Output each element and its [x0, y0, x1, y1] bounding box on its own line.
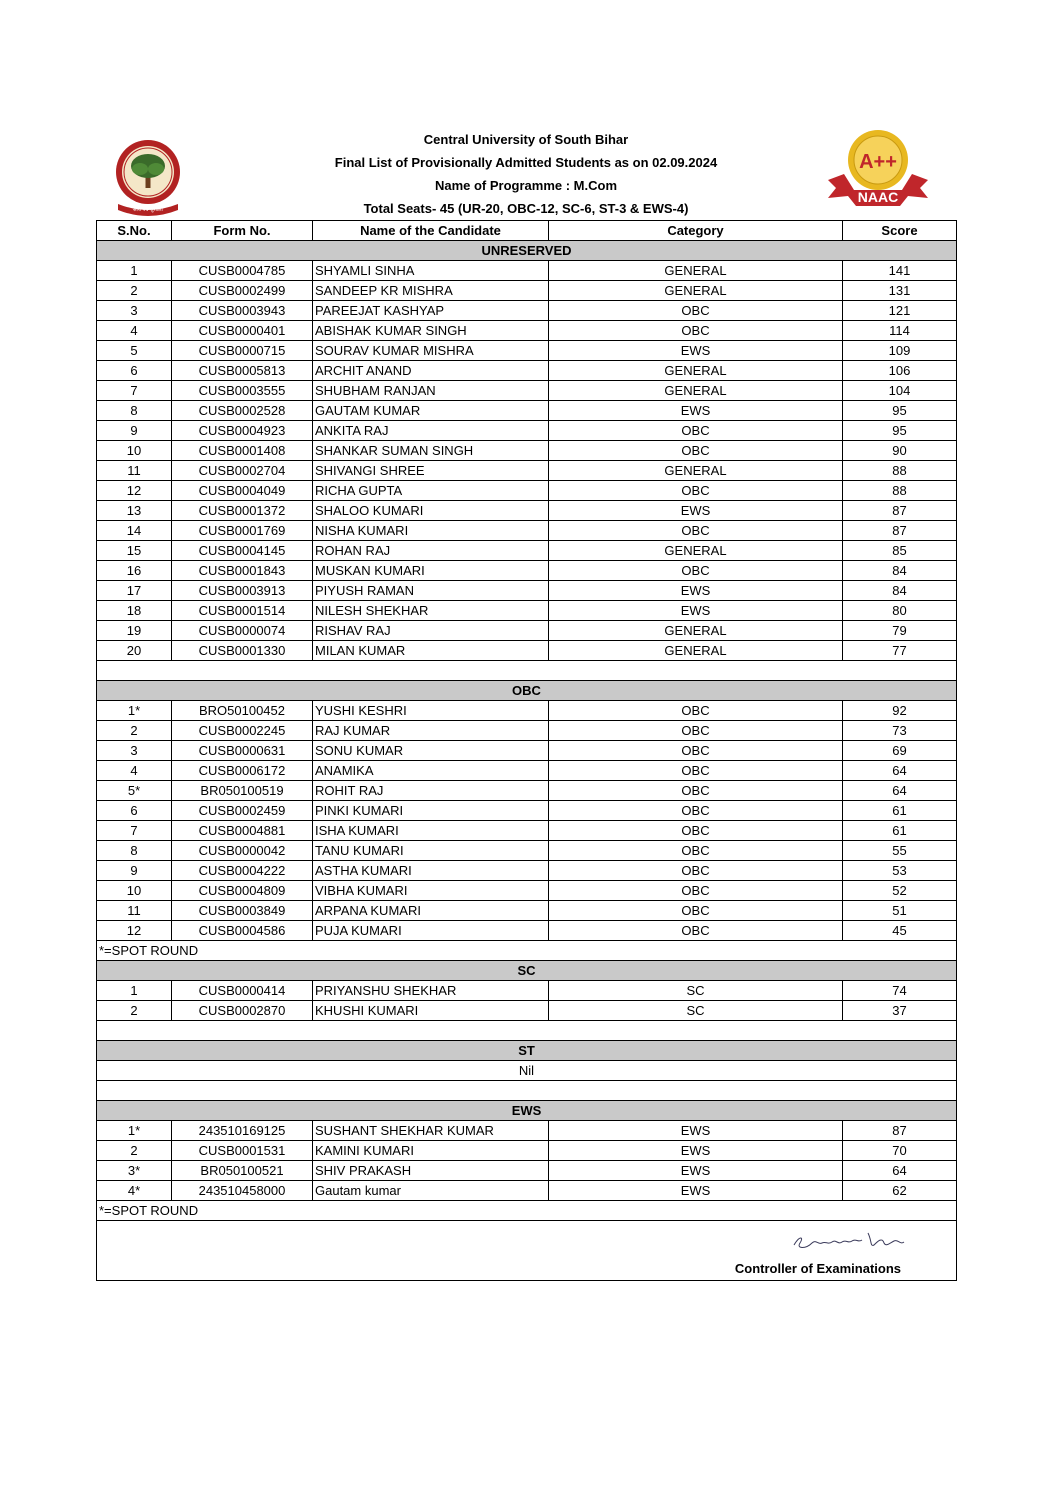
spot-round-note-row	[97, 941, 957, 961]
table-row	[97, 381, 957, 401]
cell-category: GENERAL	[549, 641, 843, 661]
cell-form-no: CUSB0003849	[172, 901, 313, 921]
cell-candidate-name: TANU KUMARI	[313, 841, 549, 861]
document-header	[96, 128, 956, 220]
cell-category: OBC	[549, 521, 843, 541]
table-row	[97, 881, 957, 901]
cell-sno: 6	[97, 361, 172, 381]
table-row	[97, 341, 957, 361]
table-row	[97, 721, 957, 741]
cell-form-no: CUSB0000042	[172, 841, 313, 861]
cell-form-no: CUSB0004785	[172, 261, 313, 281]
cell-category: OBC	[549, 921, 843, 941]
cell-category: OBC	[549, 741, 843, 761]
cell-score: 121	[843, 301, 957, 321]
cell-category: EWS	[549, 1161, 843, 1181]
cell-candidate-name: ISHA KUMARI	[313, 821, 549, 841]
table-row	[97, 921, 957, 941]
cell-candidate-name: MUSKAN KUMARI	[313, 561, 549, 581]
cell-score: 84	[843, 561, 957, 581]
admission-list-table	[96, 220, 957, 1281]
cell-score: 69	[843, 741, 957, 761]
spot-round-note: *=SPOT ROUND	[97, 1201, 957, 1221]
cell-form-no: CUSB0000401	[172, 321, 313, 341]
cell-candidate-name: ANKITA RAJ	[313, 421, 549, 441]
cell-sno: 11	[97, 461, 172, 481]
cell-sno: 9	[97, 421, 172, 441]
cell-sno: 16	[97, 561, 172, 581]
cell-category: OBC	[549, 421, 843, 441]
cell-form-no: CUSB0001330	[172, 641, 313, 661]
cell-form-no: CUSB0001769	[172, 521, 313, 541]
table-row	[97, 1141, 957, 1161]
cell-sno: 2	[97, 1141, 172, 1161]
cell-form-no: 243510458000	[172, 1181, 313, 1201]
cell-category: OBC	[549, 841, 843, 861]
cell-category: OBC	[549, 301, 843, 321]
cell-score: 88	[843, 481, 957, 501]
cell-sno: 4*	[97, 1181, 172, 1201]
table-row	[97, 601, 957, 621]
cell-sno: 6	[97, 801, 172, 821]
section-header-unreserved	[97, 241, 957, 261]
cell-form-no: CUSB0004923	[172, 421, 313, 441]
cell-candidate-name: SHALOO KUMARI	[313, 501, 549, 521]
cell-score: 79	[843, 621, 957, 641]
cell-candidate-name: PUJA KUMARI	[313, 921, 549, 941]
cell-candidate-name: SHIVANGI SHREE	[313, 461, 549, 481]
cell-category: OBC	[549, 901, 843, 921]
cell-form-no: CUSB0003943	[172, 301, 313, 321]
cell-score: 37	[843, 1001, 957, 1021]
column-header-category: Category	[549, 221, 843, 241]
cell-form-no: CUSB0004222	[172, 861, 313, 881]
cell-score: 73	[843, 721, 957, 741]
table-row	[97, 761, 957, 781]
total-seats: Total Seats- 45 (UR-20, OBC-12, SC-6, ST-3 & EWS-4)	[363, 201, 689, 216]
cell-candidate-name: ASTHA KUMARI	[313, 861, 549, 881]
cell-score: 88	[843, 461, 957, 481]
column-header-form-no: Form No.	[172, 221, 313, 241]
table-row	[97, 741, 957, 761]
cell-candidate-name: SOURAV KUMAR MISHRA	[313, 341, 549, 361]
cell-sno: 3	[97, 741, 172, 761]
table-row	[97, 1181, 957, 1201]
signature-cell	[97, 1221, 957, 1281]
signature-icon	[790, 1227, 910, 1255]
cell-category: OBC	[549, 441, 843, 461]
cell-sno: 3	[97, 301, 172, 321]
cell-sno: 5*	[97, 781, 172, 801]
st-nil-row	[97, 1061, 957, 1081]
cell-form-no: CUSB0001372	[172, 501, 313, 521]
cell-candidate-name: NISHA KUMARI	[313, 521, 549, 541]
cell-score: 52	[843, 881, 957, 901]
cell-category: EWS	[549, 1181, 843, 1201]
cell-category: OBC	[549, 801, 843, 821]
table-row	[97, 581, 957, 601]
cell-form-no: CUSB0000631	[172, 741, 313, 761]
table-row	[97, 1161, 957, 1181]
cell-sno: 1	[97, 981, 172, 1001]
cell-candidate-name: KHUSHI KUMARI	[313, 1001, 549, 1021]
cell-score: 53	[843, 861, 957, 881]
cell-sno: 8	[97, 841, 172, 861]
cell-score: 87	[843, 521, 957, 541]
cell-sno: 19	[97, 621, 172, 641]
table-row	[97, 821, 957, 841]
cell-form-no: CUSB0004809	[172, 881, 313, 901]
cell-category: GENERAL	[549, 381, 843, 401]
table-row	[97, 401, 957, 421]
cell-score: 85	[843, 541, 957, 561]
cell-category: EWS	[549, 341, 843, 361]
cell-score: 92	[843, 701, 957, 721]
cell-sno: 14	[97, 521, 172, 541]
section-header-obc	[97, 681, 957, 701]
cell-sno: 4	[97, 761, 172, 781]
cell-score: 109	[843, 341, 957, 361]
cell-candidate-name: ROHIT RAJ	[313, 781, 549, 801]
cell-score: 80	[843, 601, 957, 621]
cell-form-no: CUSB0002245	[172, 721, 313, 741]
cell-candidate-name: MILAN KUMAR	[313, 641, 549, 661]
cell-category: OBC	[549, 561, 843, 581]
cell-score: 131	[843, 281, 957, 301]
cell-form-no: CUSB0004881	[172, 821, 313, 841]
blank-row	[97, 661, 957, 681]
cell-candidate-name: NILESH SHEKHAR	[313, 601, 549, 621]
cell-score: 95	[843, 421, 957, 441]
cell-sno: 20	[97, 641, 172, 661]
cell-score: 104	[843, 381, 957, 401]
cell-score: 45	[843, 921, 957, 941]
cell-form-no: BR050100521	[172, 1161, 313, 1181]
table-row	[97, 261, 957, 281]
table-row	[97, 321, 957, 341]
table-row	[97, 461, 957, 481]
cell-category: GENERAL	[549, 281, 843, 301]
cell-candidate-name: SHANKAR SUMAN SINGH	[313, 441, 549, 461]
section-title: ST	[97, 1041, 957, 1061]
cell-form-no: CUSB0004586	[172, 921, 313, 941]
cell-form-no: CUSB0003555	[172, 381, 313, 401]
table-row	[97, 701, 957, 721]
cell-candidate-name: ABISHAK KUMAR SINGH	[313, 321, 549, 341]
cell-candidate-name: SANDEEP KR MISHRA	[313, 281, 549, 301]
st-nil: Nil	[97, 1061, 957, 1081]
cell-form-no: CUSB0000414	[172, 981, 313, 1001]
column-header-score: Score	[843, 221, 957, 241]
cell-candidate-name: ANAMIKA	[313, 761, 549, 781]
cell-score: 62	[843, 1181, 957, 1201]
cell-category: SC	[549, 1001, 843, 1021]
cell-category: OBC	[549, 881, 843, 901]
table-row	[97, 901, 957, 921]
section-title: OBC	[97, 681, 957, 701]
signature-row	[97, 1221, 957, 1281]
blank-cell	[97, 1081, 957, 1101]
blank-row	[97, 1081, 957, 1101]
cell-form-no: CUSB0002528	[172, 401, 313, 421]
cell-candidate-name: PRIYANSHU SHEKHAR	[313, 981, 549, 1001]
cell-category: GENERAL	[549, 261, 843, 281]
table-row	[97, 781, 957, 801]
cell-sno: 7	[97, 381, 172, 401]
cell-score: 51	[843, 901, 957, 921]
cell-form-no: CUSB0000715	[172, 341, 313, 361]
naac-grade: A++	[859, 151, 897, 173]
cell-category: GENERAL	[549, 361, 843, 381]
cell-candidate-name: Gautam kumar	[313, 1181, 549, 1201]
university-name: Central University of South Bihar	[423, 132, 629, 147]
table-row	[97, 541, 957, 561]
cell-candidate-name: RISHAV RAJ	[313, 621, 549, 641]
cell-category: EWS	[549, 1141, 843, 1161]
blank-cell	[97, 661, 957, 681]
cell-candidate-name: RAJ KUMAR	[313, 721, 549, 741]
cell-candidate-name: SHYAMLI SINHA	[313, 261, 549, 281]
section-title: SC	[97, 961, 957, 981]
cell-score: 106	[843, 361, 957, 381]
table-row	[97, 561, 957, 581]
cell-form-no: CUSB0001514	[172, 601, 313, 621]
cell-sno: 5	[97, 341, 172, 361]
cell-form-no: CUSB0002870	[172, 1001, 313, 1021]
controller-title: Controller of Examinations	[734, 1261, 901, 1276]
cell-score: 141	[843, 261, 957, 281]
cell-score: 114	[843, 321, 957, 341]
cell-candidate-name: SHUBHAM RANJAN	[313, 381, 549, 401]
column-header-row	[97, 221, 957, 241]
section-title: EWS	[97, 1101, 957, 1121]
cell-score: 84	[843, 581, 957, 601]
cell-form-no: CUSB0002499	[172, 281, 313, 301]
programme-name: Name of Programme : M.Com	[434, 178, 618, 193]
cell-sno: 3*	[97, 1161, 172, 1181]
blank-row	[97, 1021, 957, 1041]
table-row	[97, 301, 957, 321]
cell-candidate-name: ARCHIT ANAND	[313, 361, 549, 381]
cell-form-no: 243510169125	[172, 1121, 313, 1141]
cell-sno: 15	[97, 541, 172, 561]
cell-sno: 17	[97, 581, 172, 601]
cell-sno: 10	[97, 881, 172, 901]
naac-label: NAAC	[857, 189, 899, 205]
cell-form-no: CUSB0004145	[172, 541, 313, 561]
cell-form-no: CUSB0000074	[172, 621, 313, 641]
cell-form-no: BRO50100452	[172, 701, 313, 721]
cell-form-no: CUSB0002459	[172, 801, 313, 821]
cell-category: OBC	[549, 701, 843, 721]
cell-category: EWS	[549, 581, 843, 601]
cell-score: 77	[843, 641, 957, 661]
section-header-sc	[97, 961, 957, 981]
cell-sno: 8	[97, 401, 172, 421]
cell-candidate-name: PAREEJAT KASHYAP	[313, 301, 549, 321]
cell-candidate-name: ARPANA KUMARI	[313, 901, 549, 921]
cell-score: 55	[843, 841, 957, 861]
spot-round-note: *=SPOT ROUND	[97, 941, 957, 961]
table-row	[97, 1121, 957, 1141]
cell-candidate-name: KAMINI KUMARI	[313, 1141, 549, 1161]
table-row	[97, 361, 957, 381]
table-row	[97, 801, 957, 821]
cell-sno: 4	[97, 321, 172, 341]
cell-category: OBC	[549, 781, 843, 801]
cell-category: OBC	[549, 761, 843, 781]
cell-sno: 11	[97, 901, 172, 921]
cell-sno: 10	[97, 441, 172, 461]
table-row	[97, 621, 957, 641]
section-title: UNRESERVED	[97, 241, 957, 261]
cell-sno: 2	[97, 1001, 172, 1021]
table-row	[97, 981, 957, 1001]
section-header-ews	[97, 1101, 957, 1121]
cell-sno: 1*	[97, 701, 172, 721]
table-row	[97, 441, 957, 461]
cell-score: 64	[843, 781, 957, 801]
table-row	[97, 861, 957, 881]
cell-score: 87	[843, 1121, 957, 1141]
logo-ribbon-text: सत्य पथ सुशीला	[133, 207, 163, 213]
cell-candidate-name: PIYUSH RAMAN	[313, 581, 549, 601]
cell-candidate-name: SHIV PRAKASH	[313, 1161, 549, 1181]
table-row	[97, 521, 957, 541]
naac-badge-icon	[824, 128, 932, 214]
column-header-sno: S.No.	[97, 221, 172, 241]
cell-sno: 1*	[97, 1121, 172, 1141]
cell-candidate-name: SONU KUMAR	[313, 741, 549, 761]
cell-form-no: CUSB0002704	[172, 461, 313, 481]
cell-score: 74	[843, 981, 957, 1001]
cell-score: 64	[843, 761, 957, 781]
section-header-st	[97, 1041, 957, 1061]
cell-category: OBC	[549, 821, 843, 841]
cell-form-no: CUSB0001531	[172, 1141, 313, 1161]
cell-score: 70	[843, 1141, 957, 1161]
cell-category: GENERAL	[549, 461, 843, 481]
cell-sno: 9	[97, 861, 172, 881]
cell-sno: 2	[97, 281, 172, 301]
cell-candidate-name: PINKI KUMARI	[313, 801, 549, 821]
cell-candidate-name: ROHAN RAJ	[313, 541, 549, 561]
cell-form-no: BR050100519	[172, 781, 313, 801]
cell-score: 61	[843, 801, 957, 821]
cell-score: 95	[843, 401, 957, 421]
cell-score: 61	[843, 821, 957, 841]
cell-category: GENERAL	[549, 541, 843, 561]
cell-category: GENERAL	[549, 621, 843, 641]
table-row	[97, 421, 957, 441]
cell-category: SC	[549, 981, 843, 1001]
cell-category: OBC	[549, 721, 843, 741]
table-row	[97, 641, 957, 661]
cell-form-no: CUSB0005813	[172, 361, 313, 381]
cell-score: 90	[843, 441, 957, 461]
cell-form-no: CUSB0004049	[172, 481, 313, 501]
table-row	[97, 1001, 957, 1021]
table-row	[97, 501, 957, 521]
cell-category: OBC	[549, 321, 843, 341]
cell-sno: 2	[97, 721, 172, 741]
cell-sno: 18	[97, 601, 172, 621]
cell-candidate-name: GAUTAM KUMAR	[313, 401, 549, 421]
spot-round-note-row	[97, 1201, 957, 1221]
cell-category: EWS	[549, 401, 843, 421]
cell-sno: 12	[97, 921, 172, 941]
table-row	[97, 281, 957, 301]
cell-candidate-name: VIBHA KUMARI	[313, 881, 549, 901]
cell-sno: 7	[97, 821, 172, 841]
cell-form-no: CUSB0001843	[172, 561, 313, 581]
cell-category: EWS	[549, 1121, 843, 1141]
list-title: Final List of Provisionally Admitted Students as on 02.09.2024	[334, 155, 718, 170]
cell-sno: 12	[97, 481, 172, 501]
cell-category: EWS	[549, 601, 843, 621]
cell-form-no: CUSB0003913	[172, 581, 313, 601]
cell-sno: 13	[97, 501, 172, 521]
cell-score: 87	[843, 501, 957, 521]
table-row	[97, 841, 957, 861]
cell-candidate-name: RICHA GUPTA	[313, 481, 549, 501]
blank-cell	[97, 1021, 957, 1041]
cell-score: 64	[843, 1161, 957, 1181]
table-row	[97, 481, 957, 501]
column-header-name: Name of the Candidate	[313, 221, 549, 241]
cell-candidate-name: YUSHI KESHRI	[313, 701, 549, 721]
cell-category: OBC	[549, 861, 843, 881]
cell-category: OBC	[549, 481, 843, 501]
cell-sno: 1	[97, 261, 172, 281]
cell-candidate-name: SUSHANT SHEKHAR KUMAR	[313, 1121, 549, 1141]
cell-form-no: CUSB0006172	[172, 761, 313, 781]
cell-form-no: CUSB0001408	[172, 441, 313, 461]
cell-category: EWS	[549, 501, 843, 521]
